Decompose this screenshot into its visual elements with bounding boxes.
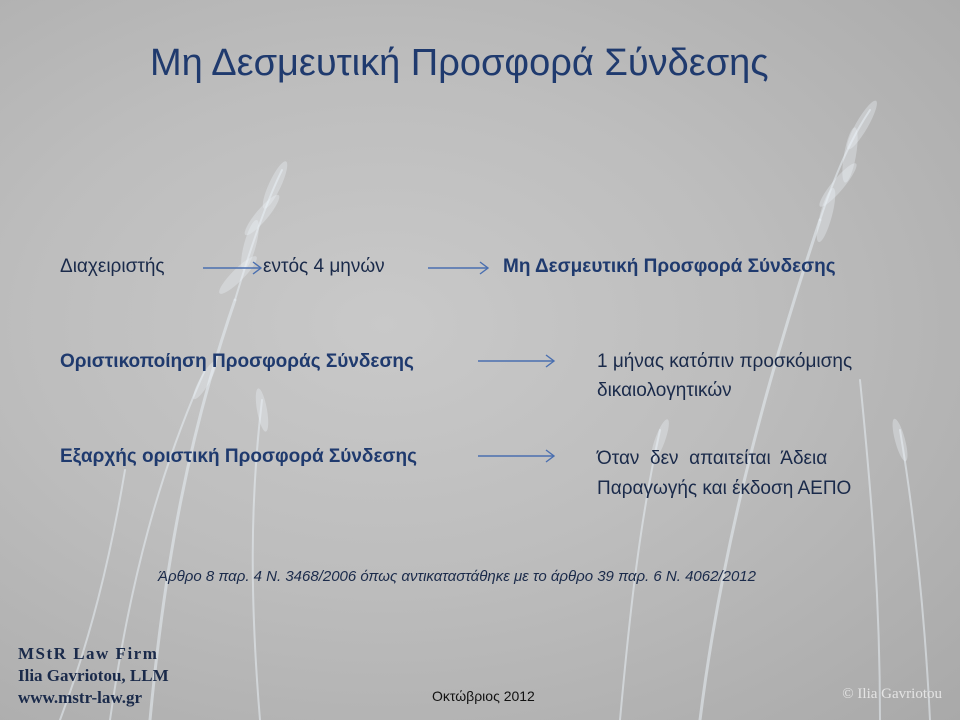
row2-arrow-icon [478, 351, 558, 371]
row1-arrow-1-icon [203, 258, 265, 278]
row2-right-line1: 1 μήνας κατόπιν προσκόμισης [597, 351, 853, 372]
row3-right-line1: Όταν δεν απαιτείται Άδεια [597, 448, 828, 469]
row1-middle-text: εντός 4 μηνών [263, 256, 385, 277]
footer-website: www.mstr-law.gr [18, 688, 143, 707]
slide-title: Μη Δεσμευτική Προσφορά Σύνδεσης [150, 42, 769, 84]
row3-arrow-icon [478, 446, 558, 466]
row1-right-text: Μη Δεσμευτική Προσφορά Σύνδεσης [503, 256, 836, 277]
row3-right-line2: Παραγωγής και έκδοση ΑΕΠΟ [597, 478, 852, 499]
row2-left-text: Οριστικοποίηση Προσφοράς Σύνδεσης [60, 351, 414, 372]
row1-arrow-2-icon [428, 258, 492, 278]
footer-author: Ilia Gavriotou, LLM [18, 666, 169, 685]
row2-right-line2: δικαιολογητικών [597, 380, 732, 401]
row1-left-text: Διαχειριστής [60, 256, 165, 277]
row3-left-text: Εξαρχής οριστική Προσφορά Σύνδεσης [60, 446, 417, 467]
footer-firm-name: MStR Law Firm [18, 644, 159, 663]
footer-date: Οκτώβριος 2012 [432, 688, 535, 704]
footer-copyright: © Ilia Gavriotou [842, 686, 942, 702]
legal-reference: Άρθρο 8 παρ. 4 Ν. 3468/2006 όπως αντικαταστάθηκε με το άρθρο 39 παρ. 6 Ν. 4062/2012 [158, 568, 756, 585]
